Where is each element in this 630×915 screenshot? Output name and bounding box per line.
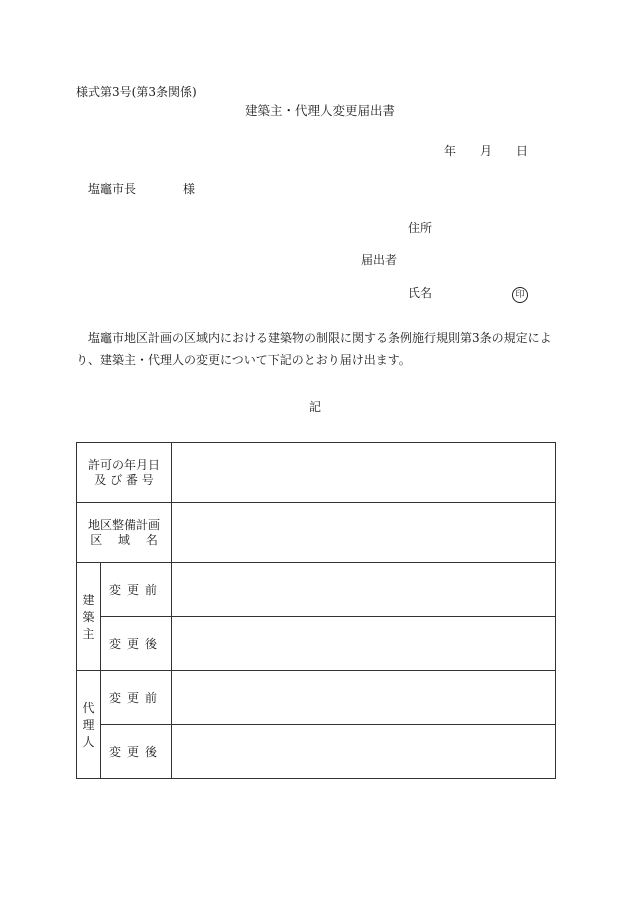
seal-mark (512, 285, 528, 303)
permit-value-cell[interactable] (172, 443, 556, 503)
owner-before-row (77, 563, 556, 617)
date-month-label: 月 (480, 144, 493, 158)
body-text: 塩竈市地区計画の区域内における建築物の制限に関する条例施行規則第3条の規定により、建築主・代理人の変更について下記のとおり届け出ます。 (76, 331, 552, 367)
agent-after-row (77, 725, 556, 779)
addressee-honorific: 様 (183, 182, 196, 196)
district-label-cell (77, 503, 172, 563)
permit-label-line1: 許可の年月日 (88, 457, 161, 472)
date-year-label: 年 (444, 144, 457, 158)
name-label: 氏名 (408, 286, 433, 300)
district-value-cell[interactable] (172, 503, 556, 563)
agent-before-label: 変更前 (101, 671, 172, 725)
agent-group-char: 人 (82, 735, 95, 749)
district-label-line1: 地区整備計画 (88, 517, 161, 532)
owner-group-char: 築 (82, 610, 95, 624)
owner-group-label (77, 563, 101, 671)
owner-before-value-cell[interactable] (172, 563, 556, 617)
owner-after-row (77, 617, 556, 671)
district-label-line2: 区 域 名 (90, 532, 158, 547)
owner-after-label: 変更後 (101, 617, 172, 671)
seal-icon: 印 (512, 287, 528, 303)
permit-row (77, 443, 556, 503)
agent-group-char: 代 (82, 701, 95, 715)
owner-group-char: 主 (82, 627, 95, 641)
record-heading: 記 (309, 400, 322, 414)
agent-group-char: 理 (82, 718, 95, 732)
permit-label-cell (77, 443, 172, 503)
permit-label-line2: 及 び 番 号 (94, 472, 154, 487)
agent-before-row (77, 671, 556, 725)
form-number: 様式第3号(第3条関係) (76, 85, 197, 99)
owner-group-char: 建 (82, 593, 95, 607)
addressee-name: 塩竈市長 (88, 182, 137, 196)
date-day-label: 日 (516, 144, 529, 158)
owner-after-value-cell[interactable] (172, 617, 556, 671)
address-label: 住所 (408, 221, 433, 235)
agent-after-value-cell[interactable] (172, 725, 556, 779)
notifier-label: 届出者 (361, 253, 398, 267)
agent-group-label (77, 671, 101, 779)
details-table (76, 442, 556, 779)
owner-before-label: 変更前 (101, 563, 172, 617)
document-title: 建築主・代理人変更届出書 (245, 103, 396, 118)
agent-after-label: 変更後 (101, 725, 172, 779)
district-row (77, 503, 556, 563)
agent-before-value-cell[interactable] (172, 671, 556, 725)
